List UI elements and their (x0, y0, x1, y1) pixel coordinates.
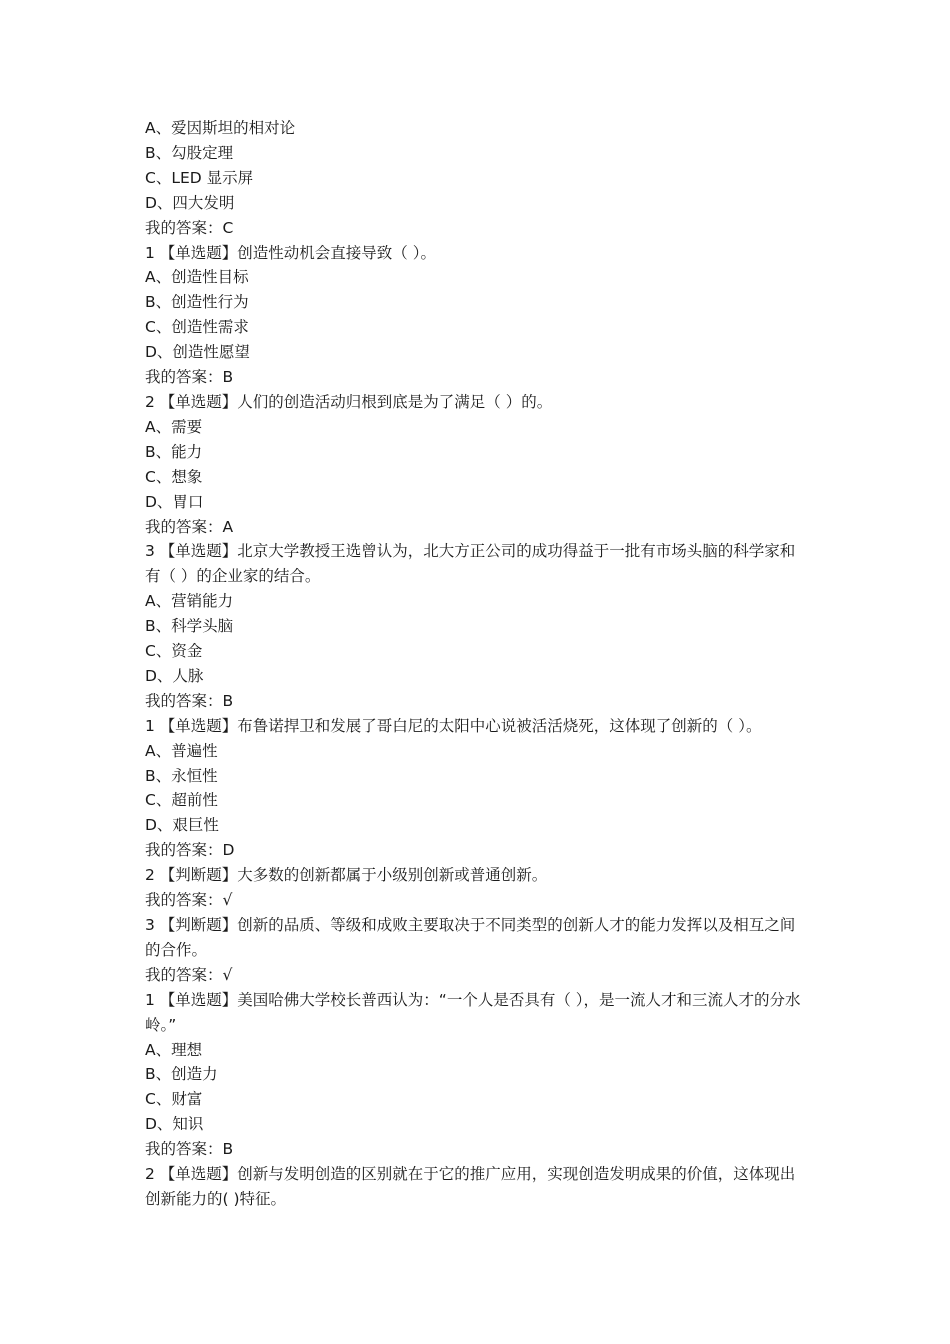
text-line: 我的答案：A (145, 517, 234, 536)
text-line: 我的答案：C (145, 218, 234, 237)
text-line: D、艰巨性 (145, 816, 219, 835)
text-line: A、需要 (145, 417, 203, 436)
text-line: A、创造性目标 (145, 268, 249, 287)
text-line: B、创造性行为 (145, 293, 249, 312)
text-line: B、创造力 (145, 1065, 218, 1084)
text-line: 2 【判断题】大多数的创新都属于小级别创新或普通创新。 (145, 866, 548, 885)
text-line: C、创造性需求 (145, 318, 249, 337)
text-line: 3 【单选题】北京大学教授王选曾认为，北大方正公司的成功得益于一批有市场头脑的科学家和有（ ）的企业家的结合。 (145, 542, 796, 586)
text-line: B、能力 (145, 442, 203, 461)
text-line: 我的答案：√ (145, 891, 233, 910)
text-line: 我的答案：√ (145, 965, 233, 984)
text-line: 3 【判断题】创新的品质、等级和成败主要取决于不同类型的创新人才的能力发挥以及相互之间的合作。 (145, 916, 796, 959)
text-line: A、营销能力 (145, 592, 234, 611)
text-line: D、人脉 (145, 666, 204, 685)
text-line: 2 【单选题】人们的创造活动归根到底是为了满足（ ）的。 (145, 392, 553, 411)
text-line: 我的答案：B (145, 368, 234, 387)
text-line: C、想象 (145, 467, 203, 486)
text-line: 1 【单选题】创造性动机会直接导致（ ）。 (145, 243, 436, 262)
text-line: C、资金 (145, 642, 203, 661)
text-line: C、财富 (145, 1090, 203, 1109)
text-line: 我的答案：B (145, 691, 234, 710)
text-line: A、普遍性 (145, 741, 218, 760)
text-line: A、理想 (145, 1040, 203, 1059)
text-line: C、超前性 (145, 791, 218, 810)
text-line: A、爱因斯坦的相对论 (145, 119, 296, 137)
text-line: D、胃口 (145, 492, 204, 511)
text-line: B、永恒性 (145, 766, 218, 785)
text-line: 1 【单选题】美国哈佛大学校长普西认为：“一个人是否具有（ ），是一流人才和三流人才的分水岭。” (145, 990, 801, 1034)
text-line: D、四大发明 (145, 193, 235, 212)
text-line: D、创造性愿望 (145, 343, 250, 362)
text-line: 2 【单选题】创新与发明创造的区别就在于它的推广应用，实现创造发明成果的价值，这体现出创新能力的( )特征。 (145, 1165, 796, 1208)
text-line: B、勾股定理 (145, 143, 234, 162)
text-line: C、LED 显示屏 (145, 168, 254, 187)
text-line: D、知识 (145, 1115, 204, 1134)
document-page (145, 116, 810, 1212)
text-line: 1 【单选题】布鲁诺捍卫和发展了哥白尼的太阳中心说被活活烧死，这体现了创新的（ ）。 (145, 716, 762, 735)
text-line: 我的答案：B (145, 1140, 234, 1159)
text-line: 我的答案：D (145, 841, 235, 860)
text-line: B、科学头脑 (145, 617, 234, 636)
